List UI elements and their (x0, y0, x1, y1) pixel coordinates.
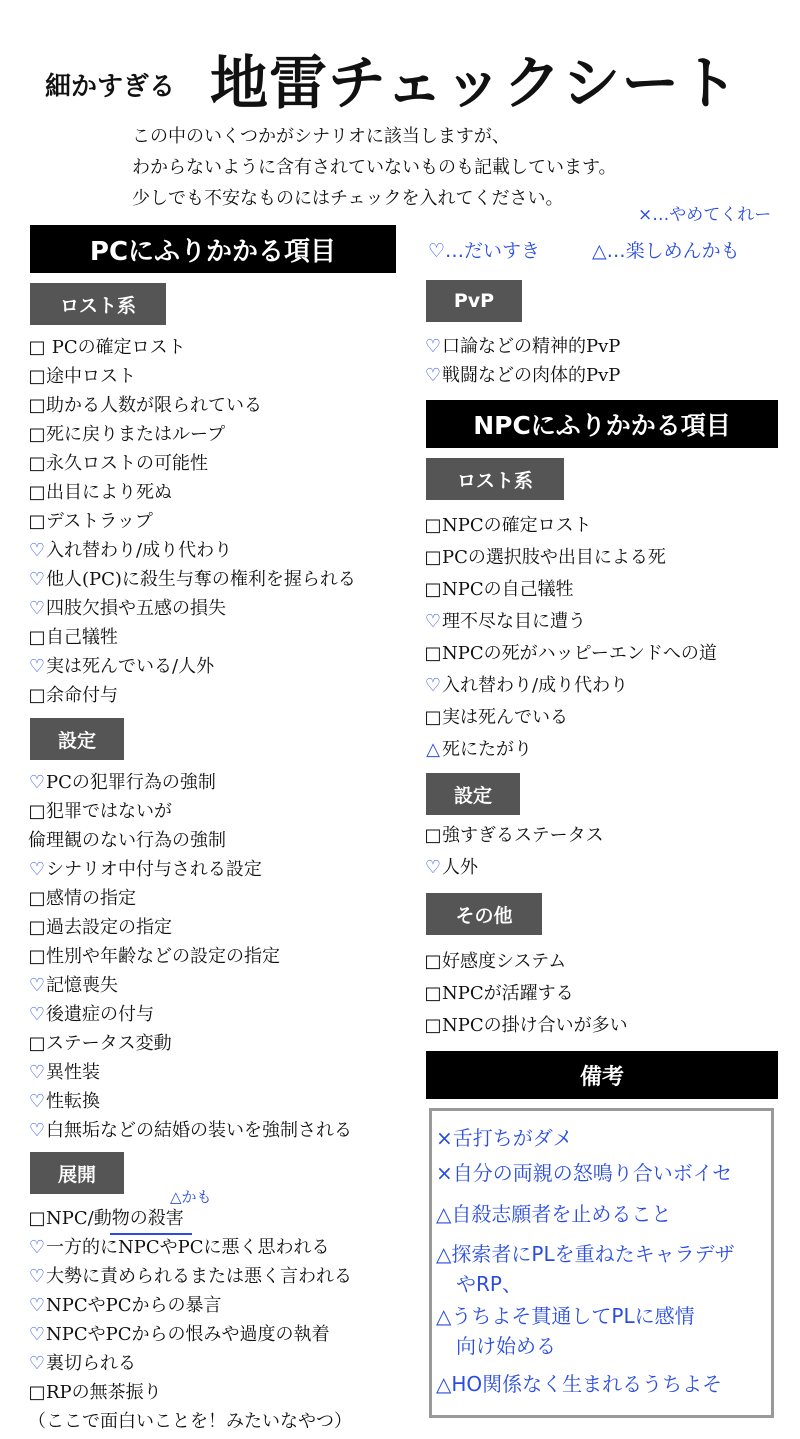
checklist-item-label: 死に戻りまたはループ (46, 424, 226, 445)
pc-development-header: 展開 (30, 1152, 124, 1194)
intro-line-1: この中のいくつかがシナリオに該当しますが、 (132, 126, 510, 147)
note-line: △HO関係なく生まれるうちよそ (436, 1372, 723, 1396)
checklist-item[interactable] (424, 824, 604, 848)
npc-settings-header: 設定 (426, 773, 520, 815)
checklist-item-label: 強すぎるステータス (442, 825, 604, 846)
checklist-item-label: 出目により死ぬ (46, 482, 172, 503)
checklist-item-label: 実は死んでいる (442, 707, 568, 728)
checkbox-icon[interactable]: □ (28, 801, 46, 822)
checklist-item[interactable] (28, 1207, 184, 1231)
checklist-item[interactable] (28, 481, 172, 505)
npc-lost-header: ロスト系 (426, 458, 564, 500)
checklist-item[interactable] (28, 1061, 100, 1085)
checklist-item[interactable] (28, 394, 262, 418)
checkbox-icon[interactable]: □ (28, 366, 46, 387)
checklist-item-label: 犯罪ではないが (46, 801, 172, 822)
checklist-item-label: 感情の指定 (46, 888, 136, 909)
checklist-item-label: 四肢欠損や五感の損失 (46, 598, 226, 619)
checklist-item[interactable] (424, 335, 620, 359)
note-line: やRP、 (436, 1272, 522, 1296)
checkbox-icon[interactable]: □ (424, 643, 442, 664)
checklist-item-label: 異性装 (46, 1062, 100, 1083)
intro-line-2: わからないように含有されていないものも記載しています。 (132, 157, 617, 178)
checklist-item-label: 他人(PC)に殺生与奪の権利を握られる (46, 569, 356, 590)
checklist-item[interactable] (424, 1014, 628, 1038)
checkbox-icon[interactable]: □ (28, 946, 46, 967)
checklist-item-label: 助かる人数が限られている (46, 395, 262, 416)
checkbox-icon[interactable]: □ (28, 424, 46, 445)
checklist-item-label: 大勢に責められるまたは悪く言われる (46, 1266, 352, 1287)
heart-icon[interactable]: ♡ (424, 611, 442, 632)
checkbox-icon[interactable]: □ (28, 1033, 46, 1054)
checklist-item[interactable] (28, 626, 118, 650)
checkbox-icon[interactable]: □ (424, 825, 442, 846)
heart-icon[interactable]: ♡ (28, 1120, 46, 1141)
checklist-item[interactable] (424, 546, 666, 570)
checkbox-icon[interactable]: □ (424, 951, 442, 972)
checklist-item[interactable] (424, 706, 568, 730)
legend-triangle: △…楽しめんかも (592, 240, 740, 262)
checkbox-icon[interactable]: □ (424, 515, 442, 536)
checklist-item-label: 余命付与 (46, 685, 118, 706)
checklist-item[interactable] (28, 1294, 222, 1318)
notes-header: 備考 (426, 1051, 778, 1099)
checkbox-icon[interactable]: □ (28, 888, 46, 909)
checklist-item[interactable] (424, 856, 478, 880)
checklist-item[interactable] (28, 945, 280, 969)
checklist-item[interactable] (28, 365, 136, 389)
heart-icon[interactable]: ♡ (28, 598, 46, 619)
checkbox-icon[interactable]: □ (28, 482, 46, 503)
checklist-item-label: 性転換 (46, 1091, 100, 1112)
checklist-item[interactable] (424, 514, 592, 538)
checklist-item[interactable] (424, 364, 620, 388)
heart-icon[interactable]: ♡ (28, 569, 46, 590)
checkbox-icon[interactable]: □ (424, 547, 442, 568)
checklist-item[interactable] (28, 336, 186, 360)
checklist-item-label: 途中ロスト (46, 366, 136, 387)
pc-settings-header: 設定 (30, 718, 124, 760)
checklist-item-label: 戦闘などの肉体的PvP (442, 365, 621, 386)
heart-icon[interactable]: ♡ (28, 1353, 46, 1374)
checkbox-icon[interactable]: □ (28, 395, 46, 416)
heart-icon[interactable]: ♡ (424, 336, 442, 357)
checklist-item[interactable] (28, 1265, 352, 1289)
heart-icon[interactable]: ♡ (28, 540, 46, 561)
checklist-item[interactable] (28, 1410, 352, 1434)
checklist-item-label: 入れ替わり/成り代わり (442, 675, 629, 696)
checklist-item-label: PCの確定ロスト (46, 337, 186, 358)
checklist-item[interactable] (28, 887, 136, 911)
checklist-item[interactable] (28, 916, 172, 940)
checkbox-icon[interactable]: □ (28, 685, 46, 706)
pvp-header: PvP (426, 280, 522, 322)
checklist-item-label: 一方的にNPCやPCに悪く思われる (46, 1237, 330, 1258)
checklist-item[interactable] (28, 1090, 100, 1114)
checklist-item-label: PCの犯罪行為の強制 (46, 772, 216, 793)
page-subtitle: 細かすぎる (45, 72, 176, 102)
note-line: ×自分の両親の怒鳴り合いボイセ (436, 1161, 733, 1185)
checklist-item[interactable] (28, 1352, 136, 1376)
checklist-item[interactable] (28, 684, 118, 708)
npc-section-header: NPCにふりかかる項目 (426, 400, 778, 448)
checklist-item-label: NPC/動物の殺害 (46, 1208, 184, 1229)
checklist-item-label: 死にたがり (442, 739, 532, 760)
checklist-item-label: 人外 (442, 857, 478, 878)
checklist-item[interactable] (28, 1381, 162, 1405)
legend-heart: ♡…だいすき (428, 240, 541, 262)
checklist-item-label: PCの選択肢や出目による死 (442, 547, 666, 568)
checklist-item-label: 入れ替わり/成り代わり (46, 540, 233, 561)
checklist-item[interactable] (424, 982, 574, 1006)
checklist-item[interactable] (28, 800, 172, 824)
pc-section-header: PCにふりかかる項目 (30, 225, 396, 273)
pc-lost-header: ロスト系 (30, 283, 166, 325)
checklist-item-label: 裏切られる (46, 1353, 136, 1374)
note-line: 向け始める (436, 1334, 556, 1358)
page-title: 地雷チェックシート (210, 49, 740, 117)
checklist-item-label: 永久ロストの可能性 (46, 453, 208, 474)
checklist-item-label: 過去設定の指定 (46, 917, 172, 938)
checkbox-icon[interactable]: □ (28, 627, 46, 648)
checklist-item[interactable] (424, 674, 628, 698)
heart-icon[interactable]: ♡ (28, 1062, 46, 1083)
checklist-item[interactable] (28, 452, 208, 476)
legend-cross: ×…やめてくれー (638, 205, 772, 225)
checklist-item-label: 記憶喪失 (46, 975, 118, 996)
checkbox-icon[interactable]: □ (28, 1382, 46, 1403)
heart-icon[interactable]: ♡ (28, 1237, 46, 1258)
checklist-item-label: NPCが活躍する (442, 983, 574, 1004)
heart-icon[interactable]: ♡ (424, 857, 442, 878)
checklist-item[interactable] (424, 642, 717, 666)
checklist-item[interactable] (28, 1236, 330, 1260)
checklist-item-label: （ここで面白いことを！みたいなやつ） (28, 1411, 352, 1432)
heart-icon[interactable]: ♡ (28, 1004, 46, 1025)
intro-line-3: 少しでも不安なものにはチェックを入れてください。 (132, 188, 564, 209)
checklist-item[interactable] (28, 974, 118, 998)
checkbox-icon[interactable]: □ (28, 1208, 46, 1229)
checklist-item-label: 好感度システム (442, 951, 567, 972)
checkbox-icon[interactable]: □ (28, 917, 46, 938)
checklist-item[interactable] (28, 510, 153, 534)
checklist-item[interactable] (28, 1003, 154, 1027)
checklist-item[interactable] (28, 1323, 330, 1347)
heart-icon[interactable]: ♡ (424, 365, 442, 386)
checklist-item-label: NPCの自己犠牲 (442, 579, 574, 600)
checklist-item[interactable] (424, 610, 586, 634)
checklist-item[interactable] (28, 1032, 172, 1056)
note-line: ×舌打ちがダメ (436, 1126, 573, 1150)
heart-icon[interactable]: ♡ (28, 975, 46, 996)
note-line: △探索者にPLを重ねたキャラデザ (436, 1242, 735, 1266)
checklist-item[interactable] (28, 655, 214, 679)
heart-icon[interactable]: ♡ (424, 675, 442, 696)
checkbox-icon[interactable]: □ (424, 707, 442, 728)
checkbox-icon[interactable]: □ (28, 453, 46, 474)
heart-icon[interactable]: ♡ (28, 656, 46, 677)
heart-icon[interactable]: ♡ (28, 1091, 46, 1112)
checklist-item-label: 白無垢などの結婚の装いを強制される (46, 1120, 352, 1141)
checkbox-icon[interactable]: □ (28, 337, 46, 358)
triangle-icon[interactable]: △ (426, 739, 440, 760)
checklist-item-label: 倫理観のない行為の強制 (28, 830, 226, 851)
checklist-item-label: 理不尽な目に遭う (442, 611, 586, 632)
checklist-item-label: ステータス変動 (46, 1033, 172, 1054)
checklist-item[interactable] (28, 423, 225, 447)
checklist-item[interactable] (28, 597, 226, 621)
npc-other-header: その他 (426, 893, 542, 935)
checklist-item[interactable] (28, 829, 226, 853)
heart-icon[interactable]: ♡ (28, 1324, 46, 1345)
checklist-item-label: NPCの確定ロスト (442, 515, 592, 536)
note-line: △うちよそ貫通してPLに感情 (436, 1304, 695, 1328)
checklist-item-label: 自己犠牲 (46, 627, 118, 648)
heart-icon[interactable]: ♡ (28, 1266, 46, 1287)
heart-icon[interactable]: ♡ (28, 859, 46, 880)
checklist-item-label: 後遺症の付与 (46, 1004, 154, 1025)
checklist-item[interactable] (424, 950, 566, 974)
checklist-item[interactable] (424, 738, 532, 762)
checklist-item-label: 性別や年齢などの設定の指定 (46, 946, 280, 967)
heart-icon[interactable]: ♡ (28, 772, 46, 793)
checklist-item-label: NPCやPCからの暴言 (46, 1295, 222, 1316)
checklist-item[interactable] (28, 568, 356, 592)
checklist-item-label: 実は死んでいる/人外 (46, 656, 215, 677)
checklist-item[interactable] (28, 539, 232, 563)
checklist-item-label: RPの無茶振り (46, 1382, 162, 1403)
checkbox-icon[interactable]: □ (424, 579, 442, 600)
annotation-underline (110, 1233, 192, 1235)
checkbox-icon[interactable]: □ (424, 983, 442, 1004)
note-line: △自殺志願者を止めること (436, 1202, 672, 1226)
checklist-item-label: シナリオ中付与される設定 (46, 859, 262, 880)
checklist-item[interactable] (28, 1119, 352, 1143)
checklist-item-label: 口論などの精神的PvP (442, 336, 621, 357)
checkbox-icon[interactable]: □ (28, 511, 46, 532)
checklist-item-label: NPCの掛け合いが多い (442, 1015, 628, 1036)
checkbox-icon[interactable]: □ (424, 1015, 442, 1036)
checklist-item-label: NPCの死がハッピーエンドへの道 (442, 643, 717, 664)
checklist-item-label: NPCやPCからの恨みや過度の執着 (46, 1324, 330, 1345)
checklist-item[interactable] (28, 771, 216, 795)
heart-icon[interactable]: ♡ (28, 1295, 46, 1316)
development-annotation: △かも (170, 1188, 212, 1206)
checklist-item[interactable] (424, 578, 574, 602)
checklist-item-label: デストラップ (46, 511, 153, 532)
checklist-item[interactable] (28, 858, 262, 882)
